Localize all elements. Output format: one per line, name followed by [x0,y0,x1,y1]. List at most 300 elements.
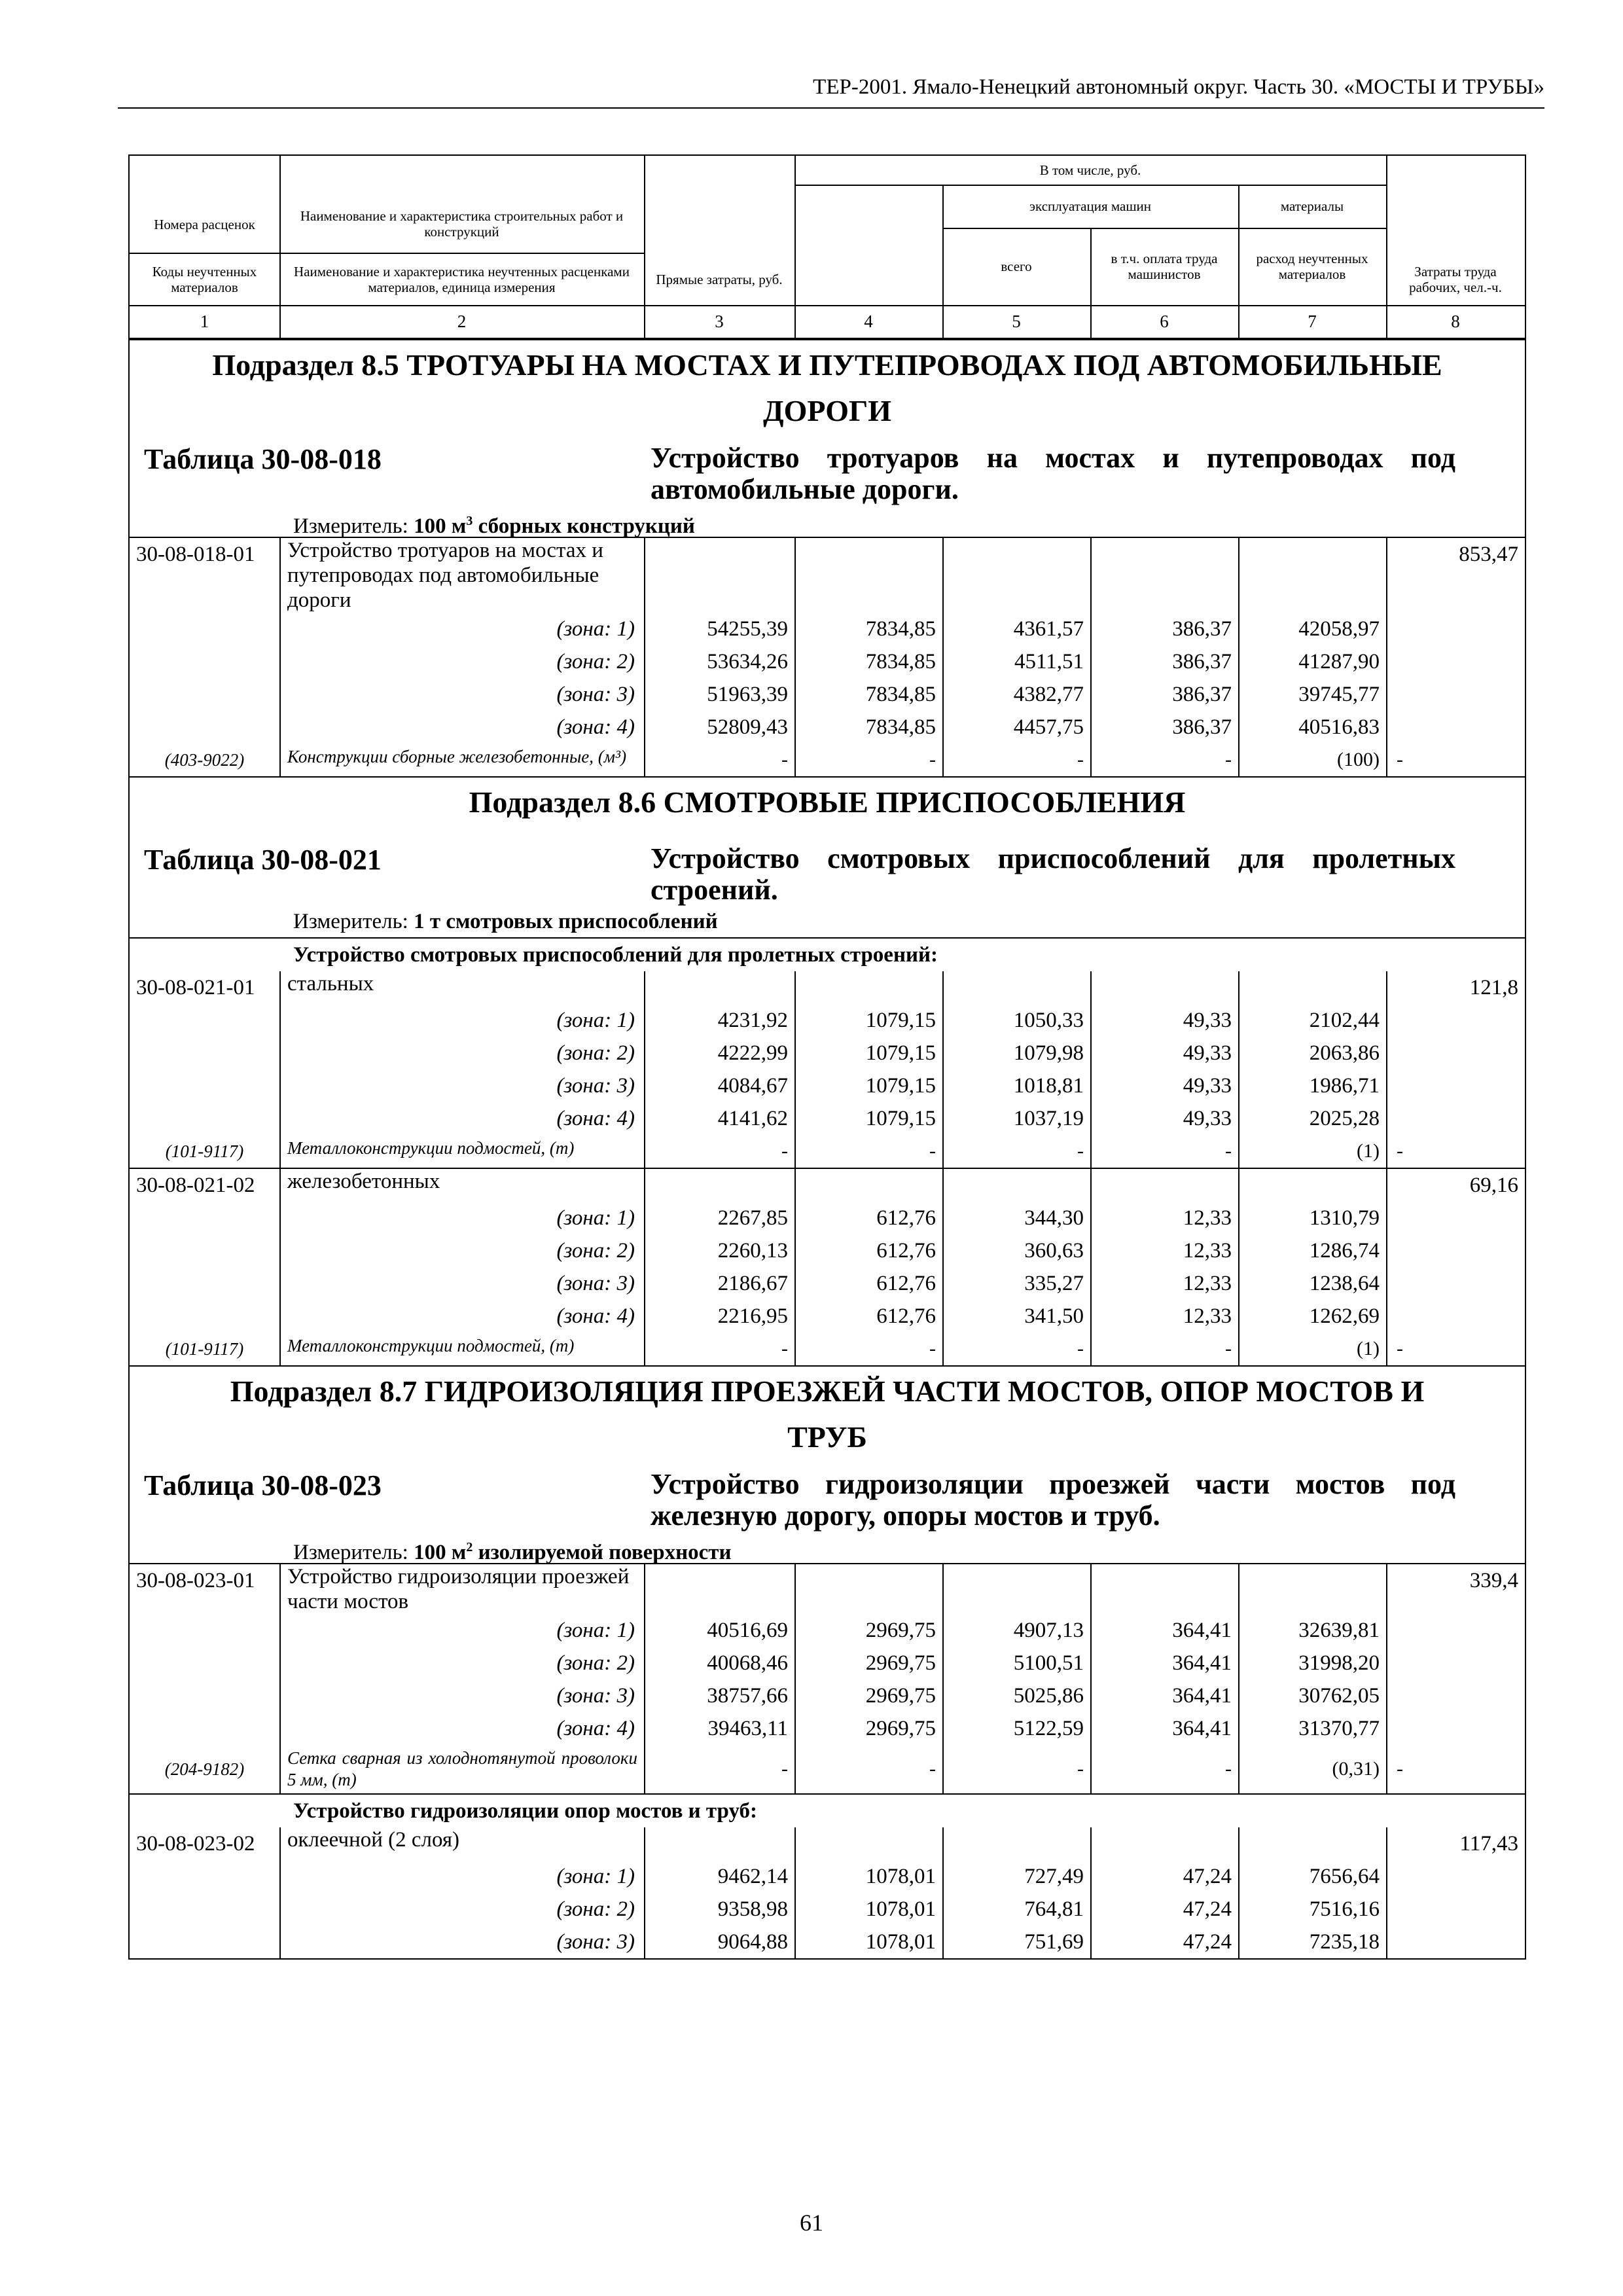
empty-cell [130,1300,279,1333]
zone-label: (зона: 1) [279,1860,644,1893]
machine-wage-cost: 364,41 [1090,1614,1238,1647]
empty-cell [942,971,1090,1004]
material-row [130,1135,1525,1168]
zone-row [130,613,1525,645]
materials-use-label: расход неучтенных материалов [1256,250,1368,282]
wage-cost: 7834,85 [794,645,942,678]
material-cost: 1286,74 [1238,1234,1386,1267]
wage-cost: 7834,85 [794,678,942,711]
empty-cell [644,1564,794,1614]
material-code: (204-9182) [164,1759,245,1779]
wage-cost: 1079,15 [794,1004,942,1037]
empty-cell [1386,1234,1525,1267]
material-cost: 41287,90 [1238,645,1386,678]
empty-cell [1386,1679,1525,1712]
empty-cell [1238,1564,1386,1614]
work-name: стальных [279,971,644,1004]
labor-cost: 121,8 [1386,971,1525,1004]
zone-label: (зона: 3) [279,678,644,711]
work-name: Устройство гидроизоляции проезжей части мостов [279,1564,644,1614]
direct-cost: 4231,92 [644,1004,794,1037]
table-title: Устройство тротуаров на мостах и путепроводах под автомобильные дороги. [651,442,1455,505]
empty-cell [644,1169,794,1202]
work-name: железобетонных [279,1169,644,1202]
direct-cost: 39463,11 [644,1712,794,1745]
machine-cost: 751,69 [942,1926,1090,1958]
machine-cost: 4457,75 [942,711,1090,744]
direct-cost: 51963,39 [644,678,794,711]
unit-value [414,1541,731,1564]
machine-wage-cost: 47,24 [1090,1926,1238,1958]
zone-label: (зона: 2) [279,1234,644,1267]
rate-code: 30-08-018-01 [136,543,255,566]
unit-value [414,514,695,538]
material-cost: 30762,05 [1238,1679,1386,1712]
direct-cost: 2260,13 [644,1234,794,1267]
empty-cell [130,1679,279,1712]
work-name: оклеечной (2 слоя) [279,1827,644,1860]
zone-row [130,1069,1525,1102]
machines-label: эксплуатация машин [1029,198,1151,214]
machine-cost: 4907,13 [942,1614,1090,1647]
unit-of-measure [130,906,1525,937]
material-cost: 2063,86 [1238,1037,1386,1069]
empty-cell [1386,1004,1525,1037]
empty-cell [130,1614,279,1647]
zone-row [130,645,1525,678]
unit-prefix: Измеритель: [293,910,414,933]
machine-cost: 341,50 [942,1300,1090,1333]
machine-cost: 1037,19 [942,1102,1090,1135]
labor-cost: 339,4 [1386,1564,1525,1614]
material-cost: 1310,79 [1238,1202,1386,1234]
material-cost: 2025,28 [1238,1102,1386,1135]
table-number: Таблица 30-08-021 [144,844,382,876]
subheading: Устройство смотровых приспособлений для пролетных строений: [130,937,1525,971]
zone-label: (зона: 4) [279,1712,644,1745]
dash: - [942,744,1090,776]
price-table [128,154,1526,1960]
zone-row [130,678,1525,711]
direct-cost: 52809,43 [644,711,794,744]
empty-cell [1090,1564,1238,1614]
item-row [130,537,1525,613]
empty-cell [130,1712,279,1745]
material-row [130,744,1525,776]
dash: - [1090,1745,1238,1793]
machine-cost: 1018,81 [942,1069,1090,1102]
empty-cell [794,538,942,613]
rate-code: 30-08-023-01 [136,1569,255,1592]
machine-cost: 344,30 [942,1202,1090,1234]
dash: - [942,1135,1090,1168]
material-cost: 7235,18 [1238,1926,1386,1958]
empty-cell [644,538,794,613]
item-row [130,1563,1525,1614]
unit-of-measure [130,1532,1525,1563]
materials-label: материалы [1280,198,1344,214]
dash: - [942,1333,1090,1365]
machine-cost: 5100,51 [942,1647,1090,1679]
machine-wage-cost: 49,33 [1090,1069,1238,1102]
empty-cell [130,1069,279,1102]
empty-cell [1386,1614,1525,1647]
dash: - [644,1135,794,1168]
dash: - [794,1135,942,1168]
empty-cell [942,1827,1090,1860]
material-use: (1) [1238,1333,1386,1365]
section-title-line2: ТРУБ [787,1420,867,1454]
direct-cost: 9358,98 [644,1893,794,1926]
direct-cost: 4141,62 [644,1102,794,1135]
table-header [130,156,1525,339]
machine-wage-cost: 364,41 [1090,1712,1238,1745]
machine-wage-cost: 364,41 [1090,1679,1238,1712]
machine-cost: 360,63 [942,1234,1090,1267]
empty-cell [942,538,1090,613]
section-title-line1: Подраздел 8.5 ТРОТУАРЫ НА МОСТАХ И ПУТЕПРОВОДАХ ПОД АВТОМОБИЛЬНЫЕ [212,348,1442,382]
direct-cost: 40516,69 [644,1614,794,1647]
dash: - [794,1333,942,1365]
direct-cost: 4084,67 [644,1069,794,1102]
empty-cell [130,613,279,645]
machine-wage-cost: 386,37 [1090,613,1238,645]
col-work-name-label: Наименование и характеристика строительных работ и конструкций [300,207,624,240]
wage-cost: 7834,85 [794,613,942,645]
unit-main: 100 м [414,514,467,538]
table-block [130,437,1525,505]
table-title: Устройство гидроизоляции проезжей части мостов под железную дорогу, опоры мостов и труб. [651,1468,1455,1532]
zone-row [130,1234,1525,1267]
machine-cost: 335,27 [942,1267,1090,1300]
item-row [130,1168,1525,1202]
machine-wage-cost: 47,24 [1090,1893,1238,1926]
zone-label: (зона: 1) [279,613,644,645]
machine-cost: 4361,57 [942,613,1090,645]
machine-cost: 764,81 [942,1893,1090,1926]
empty-cell [1090,1827,1238,1860]
zone-label: (зона: 3) [279,1679,644,1712]
machine-wage-cost: 386,37 [1090,645,1238,678]
rate-code: 30-08-021-02 [136,1174,255,1197]
labor-cost: 117,43 [1386,1827,1525,1860]
material-cost: 1238,64 [1238,1267,1386,1300]
unit-sup: 2 [466,1540,473,1554]
table-body [130,339,1525,1958]
empty-cell [130,1860,279,1893]
dash: - [1386,1333,1525,1365]
material-use: (1) [1238,1135,1386,1168]
machines-labor-label: в т.ч. оплата труда машинистов [1111,250,1218,282]
empty-cell [1386,678,1525,711]
material-cost: 31370,77 [1238,1712,1386,1745]
material-cost: 31998,20 [1238,1647,1386,1679]
material-name: Металлоконструкции подмостей, (т) [279,1135,644,1168]
incl-label: В том числе, руб. [1039,162,1141,178]
empty-cell [1238,538,1386,613]
table-block [130,838,1525,906]
running-header: ТЕР-2001. Ямало-Ненецкий автономный округ. Часть 30. «МОСТЫ И ТРУБЫ» [118,72,1544,109]
labor-cost: 853,47 [1386,538,1525,613]
empty-cell [1090,1169,1238,1202]
empty-cell [1386,1037,1525,1069]
machine-wage-cost: 49,33 [1090,1102,1238,1135]
empty-cell [130,1037,279,1069]
empty-cell [1386,1712,1525,1745]
direct-cost: 9462,14 [644,1860,794,1893]
dash: - [1090,744,1238,776]
empty-cell [1386,1926,1525,1958]
col-material-code-label: Коды неучтенных материалов [152,263,257,295]
zone-row [130,1267,1525,1300]
unit-value [414,910,718,933]
empty-cell [1386,1860,1525,1893]
zone-row [130,1860,1525,1893]
empty-cell [1238,1827,1386,1860]
zone-row [130,1893,1525,1926]
zone-label: (зона: 4) [279,1102,644,1135]
zone-row [130,711,1525,744]
machine-cost: 1079,98 [942,1037,1090,1069]
empty-cell [130,1202,279,1234]
material-cost: 1986,71 [1238,1069,1386,1102]
wage-cost: 2969,75 [794,1679,942,1712]
empty-cell [1386,711,1525,744]
empty-cell [130,1926,279,1958]
machine-wage-cost: 386,37 [1090,711,1238,744]
item-row [130,971,1525,1004]
col-num-2: 2 [457,312,467,332]
machine-wage-cost: 47,24 [1090,1860,1238,1893]
empty-cell [130,1234,279,1267]
work-name: Устройство тротуаров на мостах и путепроводах под автомобильные дороги [279,538,644,613]
empty-cell [794,1564,942,1614]
rate-code: 30-08-023-02 [136,1832,255,1856]
zone-row [130,1037,1525,1069]
empty-cell [1386,613,1525,645]
machine-wage-cost: 12,33 [1090,1300,1238,1333]
section-title [130,339,1525,437]
machine-wage-cost: 49,33 [1090,1037,1238,1069]
zone-label: (зона: 1) [279,1614,644,1647]
col-num-6: 6 [1160,312,1169,332]
material-cost: 1262,69 [1238,1300,1386,1333]
section-title [130,776,1525,838]
col-direct-costs-label: Прямые затраты, руб. [656,271,783,287]
empty-cell [1386,1267,1525,1300]
dash: - [1386,1745,1525,1793]
empty-cell [130,1267,279,1300]
zone-label: (зона: 2) [279,645,644,678]
empty-cell [1386,1647,1525,1679]
material-cost: 40516,83 [1238,711,1386,744]
unit-prefix: Измеритель: [293,514,414,538]
machine-wage-cost: 12,33 [1090,1267,1238,1300]
material-use: (100) [1238,744,1386,776]
machine-wage-cost: 49,33 [1090,1004,1238,1037]
empty-cell [1386,1202,1525,1234]
col-num-8: 8 [1451,312,1460,332]
direct-cost: 2186,67 [644,1267,794,1300]
material-row [130,1745,1525,1793]
dash: - [1386,744,1525,776]
unit-main: 1 т смотровых приспособлений [414,910,718,933]
col-num-3: 3 [715,312,724,332]
direct-cost: 2216,95 [644,1300,794,1333]
empty-cell [942,1564,1090,1614]
section-title [130,1365,1525,1463]
material-row [130,1333,1525,1365]
wage-cost: 1079,15 [794,1069,942,1102]
dash: - [794,1745,942,1793]
zone-label: (зона: 2) [279,1647,644,1679]
zone-row [130,1712,1525,1745]
machine-wage-cost: 364,41 [1090,1647,1238,1679]
section-title-line1: Подраздел 8.7 ГИДРОИЗОЛЯЦИЯ ПРОЕЗЖЕЙ ЧАСТИ МОСТОВ, ОПОР МОСТОВ И [230,1374,1425,1408]
unit-sup: 3 [466,514,473,528]
table-block [130,1463,1525,1532]
material-cost: 2102,44 [1238,1004,1386,1037]
empty-cell [130,1647,279,1679]
empty-cell [1090,971,1238,1004]
machine-wage-cost: 12,33 [1090,1202,1238,1234]
table-number: Таблица 30-08-023 [144,1469,382,1501]
wage-cost: 1078,01 [794,1893,942,1926]
empty-cell [794,1827,942,1860]
empty-cell [130,645,279,678]
empty-cell [1386,645,1525,678]
material-use: (0,31) [1238,1745,1386,1793]
item-row [130,1827,1525,1860]
page-number: 61 [800,2210,823,2236]
zone-row [130,1102,1525,1135]
wage-cost: 1079,15 [794,1037,942,1069]
empty-cell [1386,1069,1525,1102]
direct-cost: 2267,85 [644,1202,794,1234]
empty-cell [942,1169,1090,1202]
rate-code: 30-08-021-01 [136,976,255,999]
dash: - [1090,1135,1238,1168]
wage-cost: 2969,75 [794,1712,942,1745]
labor-cost-label: Затраты труда рабочих, чел.-ч. [1409,263,1502,295]
col-num-5: 5 [1012,312,1021,332]
wage-cost: 612,76 [794,1202,942,1234]
dash: - [1090,1333,1238,1365]
zone-row [130,1004,1525,1037]
empty-cell [1386,1300,1525,1333]
empty-cell [130,1102,279,1135]
spacer [130,822,1525,838]
labor-cost: 69,16 [1386,1169,1525,1202]
dash: - [794,744,942,776]
direct-cost: 40068,46 [644,1647,794,1679]
machine-cost: 1050,33 [942,1004,1090,1037]
dash: - [644,1745,794,1793]
empty-cell [1238,971,1386,1004]
empty-cell [794,1169,942,1202]
material-cost: 7516,16 [1238,1893,1386,1926]
zone-label: (зона: 4) [279,711,644,744]
zone-label: (зона: 3) [279,1069,644,1102]
machine-cost: 727,49 [942,1860,1090,1893]
machine-wage-cost: 386,37 [1090,678,1238,711]
direct-cost: 4222,99 [644,1037,794,1069]
empty-cell [130,1893,279,1926]
zone-row [130,1202,1525,1234]
zone-label: (зона: 3) [279,1926,644,1958]
zone-label: (зона: 1) [279,1202,644,1234]
unit-rest: сборных конструкций [473,514,695,538]
empty-cell [130,1004,279,1037]
machines-total-label: всего [1001,258,1032,274]
dash: - [644,1333,794,1365]
material-name: Сетка сварная из холоднотянутой проволоки 5 мм, (т) [279,1745,644,1793]
material-cost: 39745,77 [1238,678,1386,711]
wage-cost: 7834,85 [794,711,942,744]
empty-cell [1386,1102,1525,1135]
wage-cost: 612,76 [794,1267,942,1300]
zone-row [130,1679,1525,1712]
zone-label: (зона: 2) [279,1037,644,1069]
material-name: Конструкции сборные железобетонные, (м³) [279,744,644,776]
wage-cost: 1078,01 [794,1860,942,1893]
direct-cost: 53634,26 [644,645,794,678]
unit-main: 100 м [414,1541,467,1564]
wage-cost: 612,76 [794,1234,942,1267]
wage-cost: 1079,15 [794,1102,942,1135]
direct-cost: 54255,39 [644,613,794,645]
zone-label: (зона: 2) [279,1893,644,1926]
material-code: (101-9117) [165,1339,244,1359]
material-cost: 32639,81 [1238,1614,1386,1647]
wage-cost: 2969,75 [794,1614,942,1647]
dash: - [1386,1135,1525,1168]
col-rate-number-label: Номера расценок [154,216,255,232]
empty-cell [1090,538,1238,613]
zone-label: (зона: 3) [279,1267,644,1300]
table-title: Устройство смотровых приспособлений для пролетных строений. [651,842,1455,906]
unit-rest: изолируемой поверхности [473,1541,732,1564]
zone-row [130,1614,1525,1647]
dash: - [644,744,794,776]
material-name: Металлоконструкции подмостей, (т) [279,1333,644,1365]
col-num-4: 4 [864,312,873,332]
empty-cell [130,678,279,711]
wage-cost: 1078,01 [794,1926,942,1958]
machine-wage-cost: 12,33 [1090,1234,1238,1267]
empty-cell [130,711,279,744]
machine-cost: 4511,51 [942,645,1090,678]
col-material-name-label: Наименование и характеристика неучтенных расценками материалов, единица измерения [294,263,630,295]
empty-cell [1238,1169,1386,1202]
table-number: Таблица 30-08-018 [144,443,382,475]
empty-cell [794,971,942,1004]
section-title-line1: Подраздел 8.6 СМОТРОВЫЕ ПРИСПОСОБЛЕНИЯ [469,785,1186,819]
zone-row [130,1926,1525,1958]
section-title-line2: ДОРОГИ [762,394,892,427]
material-cost: 42058,97 [1238,613,1386,645]
empty-cell [644,971,794,1004]
unit-of-measure [130,505,1525,537]
zone-label: (зона: 4) [279,1300,644,1333]
material-cost: 7656,64 [1238,1860,1386,1893]
col-num-7: 7 [1308,312,1317,332]
empty-cell [644,1827,794,1860]
col-num-1: 1 [200,312,209,332]
unit-prefix: Измеритель: [293,1541,414,1564]
empty-cell [1386,1893,1525,1926]
material-code: (403-9022) [164,750,245,770]
